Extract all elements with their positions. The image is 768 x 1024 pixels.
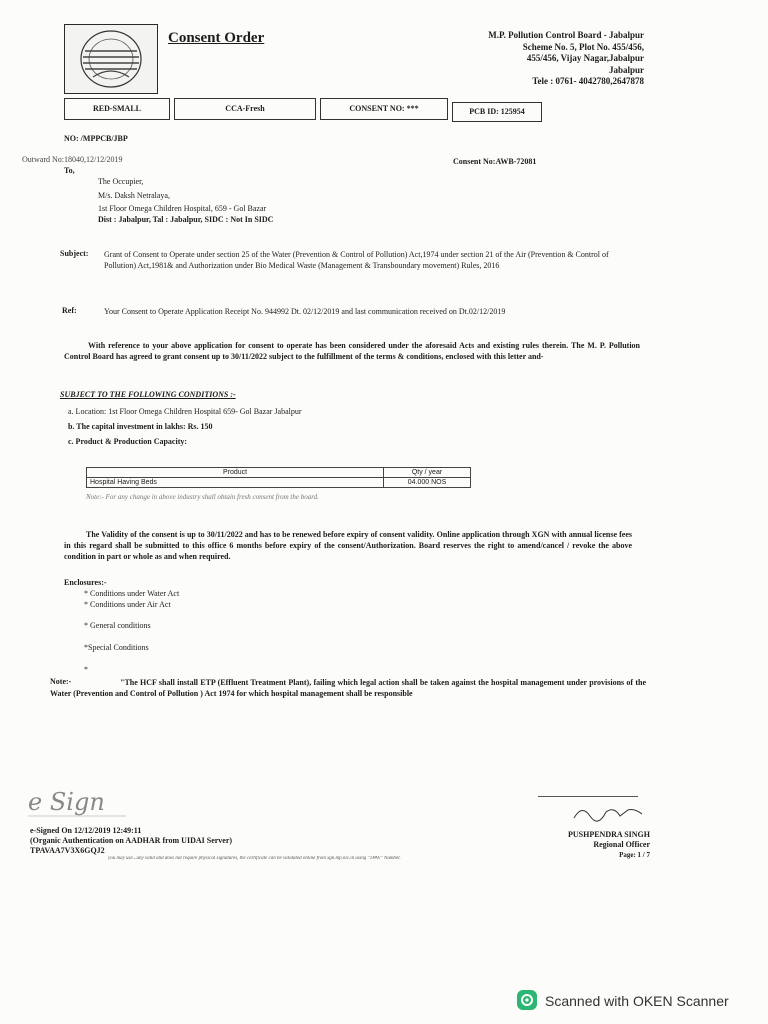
esign-logo-text: e Sign (28, 788, 105, 816)
board-name: M.P. Pollution Control Board - Jabalpur (488, 30, 644, 40)
esign-code: TPAVAA7V3X6GQJ2 (30, 846, 105, 855)
category-box: RED-SMALL (64, 98, 170, 120)
address-line: 1st Floor Omega Children Hospital, 659 - Gol Bazar (98, 204, 267, 213)
board-address-line: Scheme No. 5, Plot No. 455/456, (522, 41, 644, 52)
table-header: Qty / year (384, 468, 471, 478)
table-header-row (87, 468, 471, 478)
address-line: M/s. Daksh Netralaya, (98, 191, 170, 200)
condition-product: c. Product & Production Capacity: (68, 437, 188, 446)
signatory-designation: Regional Officer (593, 840, 650, 849)
scanner-watermark (516, 990, 729, 1012)
page-number: Page: 1 / 7 (619, 851, 650, 859)
signatory-block (532, 830, 650, 860)
subject-text: Grant of Consent to Operate under section 25 of the Water (Prevention & Control of Pollution) Act,1974 under section 21 of the Air (Prevention & Control of Pollution) Act,1981& and Authorization under Bio Medical Waste (Management & Transboundary movement) Rules, 2016 (104, 250, 609, 270)
address-line: Dist : Jabalpur, Tal : Jabalpur, SIDC : Not In SIDC (98, 215, 274, 224)
conditions-heading: SUBJECT TO THE FOLLOWING CONDITIONS :- (60, 390, 236, 399)
condition-investment: b. The capital investment in lakhs: Rs. 150 (68, 422, 213, 431)
intro-paragraph: With reference to your above application for consent to operate has been considered under the aforesaid Acts and existing rules therein. The M. P. Pollution Control Board has agreed to grant consent up to 30/11/2022 subject to the fulfillment of the terms & conditions, enclosed with this letter and- (64, 341, 640, 361)
signatory-name: PUSHPENDRA SINGH (567, 830, 650, 839)
enclosure-item: *Special Conditions (84, 643, 149, 652)
enclosure-item: * General conditions (84, 621, 151, 630)
consent-no-box: CONSENT NO: *** (320, 98, 448, 120)
note-text: "The HCF shall install ETP (Effluent Treatment Plant), failing which legal action shall be taken against the hospital management under provisions of the Water (Prevention and Control of Pollution ) Act 1974 for which hospital management shall be responsible (50, 678, 646, 698)
product-table (86, 467, 471, 488)
esign-authentication: (Organic Authentication on AADHAR from UIDAI Server) (30, 836, 233, 845)
table-cell: Hospital Having Beds (87, 478, 384, 488)
signature-line (538, 796, 638, 797)
esign-logo (26, 784, 134, 820)
table-header: Product (87, 468, 384, 478)
outward-no: Outward No:18040,12/12/2019 (22, 155, 123, 164)
enclosure-item: * (84, 665, 88, 674)
page-title: Consent Order (168, 30, 265, 46)
board-logo (64, 24, 158, 94)
pcb-id-box: PCB ID: 125954 (452, 102, 542, 122)
enclosure-item: * Conditions under Water Act (84, 589, 180, 598)
board-phone: Tele : 0761- 4042780,2647878 (532, 76, 644, 86)
scanner-logo-icon (516, 989, 538, 1014)
table-row (87, 478, 471, 488)
scanner-label: Scanned with OKEN Scanner (545, 993, 729, 1009)
board-address-line: Jabalpur (608, 64, 644, 75)
signature-image (568, 800, 648, 826)
consent-type-box: CCA-Fresh (174, 98, 316, 120)
esign-date: e-Signed On 12/12/2019 12:49:11 (30, 826, 142, 835)
condition-location: a. Location: 1st Floor Omega Children Hospital 659- Gol Bazar Jabalpur (68, 407, 302, 416)
board-address (440, 30, 644, 88)
reference-no: NO: /MPPCB/JBP (64, 134, 128, 143)
table-cell: 04.000 NOS (384, 478, 471, 488)
validity-paragraph: The Validity of the consent is up to 30/11/2022 and has to be renewed before expiry of consent validity. Online application through XGN with annual license fees in this regard shall be submitted to this office 6 months before expiry of the consent/Authorization. Board reserves the right to amend/cancel / revoke the above condition in part or whole as and when required. (64, 530, 632, 561)
esign-info (30, 826, 232, 856)
ref-label: Ref: (62, 306, 77, 315)
address-to: To, (64, 166, 75, 175)
table-note: Note:- For any change in above industry shall obtain fresh consent from the board. (86, 493, 319, 501)
note-label: Note:- (50, 677, 72, 686)
ref-text: Your Consent to Operate Application Receipt No. 944992 Dt. 02/12/2019 and last communication received on Dt.02/12/2019 (104, 307, 506, 316)
enclosures-heading: Enclosures:- (64, 578, 107, 587)
enclosure-item: * Conditions under Air Act (84, 600, 171, 609)
consent-number: Consent No:AWB-72081 (453, 157, 537, 166)
subject-label: Subject: (60, 249, 89, 258)
esign-disclaimer: you may use...any valid and does not require physical signatures, the certificate can be validated online from xgn.mp.nic.in using "TPAV" Number. (108, 856, 401, 861)
address-line: The Occupier, (98, 177, 144, 186)
board-address-line: 455/456, Vijay Nagar,Jabalpur (526, 53, 644, 63)
